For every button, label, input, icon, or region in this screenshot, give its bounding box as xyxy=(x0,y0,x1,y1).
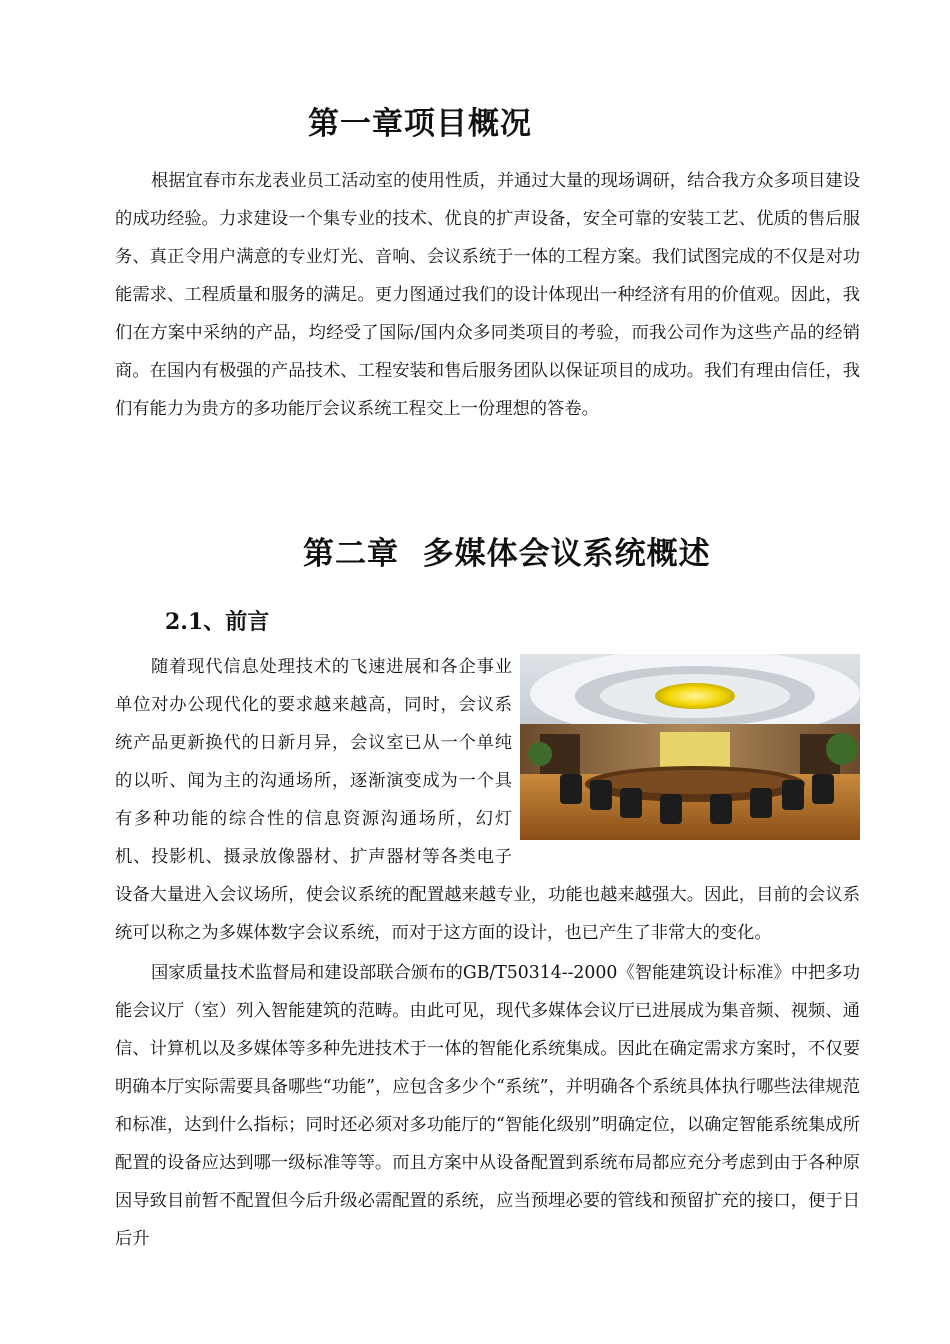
chapter2-title: 第二章 多媒体会议系统概述 xyxy=(303,536,711,572)
chapter2-paragraph1-block xyxy=(115,648,860,952)
conference-room-photo-icon xyxy=(520,654,860,840)
chapter2-paragraph2: 国家质量技术监督局和建设部联合颁布的GB/T50314--2000《智能建筑设计标准》中把多功能会议厅（室）列入智能建筑的范畴。由此可见，现代多媒体会议厅已进展成为集音频、视频、通信、计算机以及多媒体等多种先进技术于一体的智能化系统集成。因此在确定需求方案时，不仅要明确本厅实际需要具备哪些“功能”，应包含多少个“系统”，并明确各个系统具体执行哪些法律规范和标准，达到什么指标；同时还必须对多功能厅的“智能化级别”明确定位，以确定智能系统集成所配置的设备应达到哪一级标准等等。而且方案中从设备配置到系统布局都应充分考虑到由于各种原因导致目前暂不配置但今后升级必需配置的系统，应当预埋必要的管线和预留扩充的接口，便于日后升 xyxy=(115,963,860,1249)
chapter2-paragraph1: 随着现代信息处理技术的飞速进展和各企事业单位对办公现代化的要求越来越高，同时，会议系统产品更新换代的日新月异，会议室已从一个单纯的以听、闻为主的沟通场所，逐渐演变成为一个具有多种功能的综合性的信息资源沟通场所，幻灯机、投影机、摄录放像器材、扩声器材等各类电子设备大量进入会议场所，使会议系统的配置越来越专业，功能也越来越强大。因此，目前的会议系统可以称之为多媒体数字会议系统，而对于这方面的设计，也已产生了非常大的变化。 xyxy=(115,657,860,943)
section-title: 2.1、前言 xyxy=(165,609,270,635)
chapter1-title: 第一章项目概况 xyxy=(308,106,532,142)
chapter1-paragraph: 根据宜春市东龙表业员工活动室的使用性质，并通过大量的现场调研，结合我方众多项目建设的成功经验。力求建设一个集专业的技术、优良的扩声设备，安全可靠的安装工艺、优质的售后服务、真正令用户满意的专业灯光、音响、会议系统于一体的工程方案。我们试图完成的不仅是对功能需求、工程质量和服务的满足。更力图通过我们的设计体现出一种经济有用的价值观。因此，我们在方案中采纳的产品，均经受了国际/国内众多同类项目的考验，而我公司作为这些产品的经销商。在国内有极强的产品技术、工程安装和售后服务团队以保证项目的成功。我们有理由信任，我们有能力为贵方的多功能厅会议系统工程交上一份理想的答卷。 xyxy=(115,171,860,419)
